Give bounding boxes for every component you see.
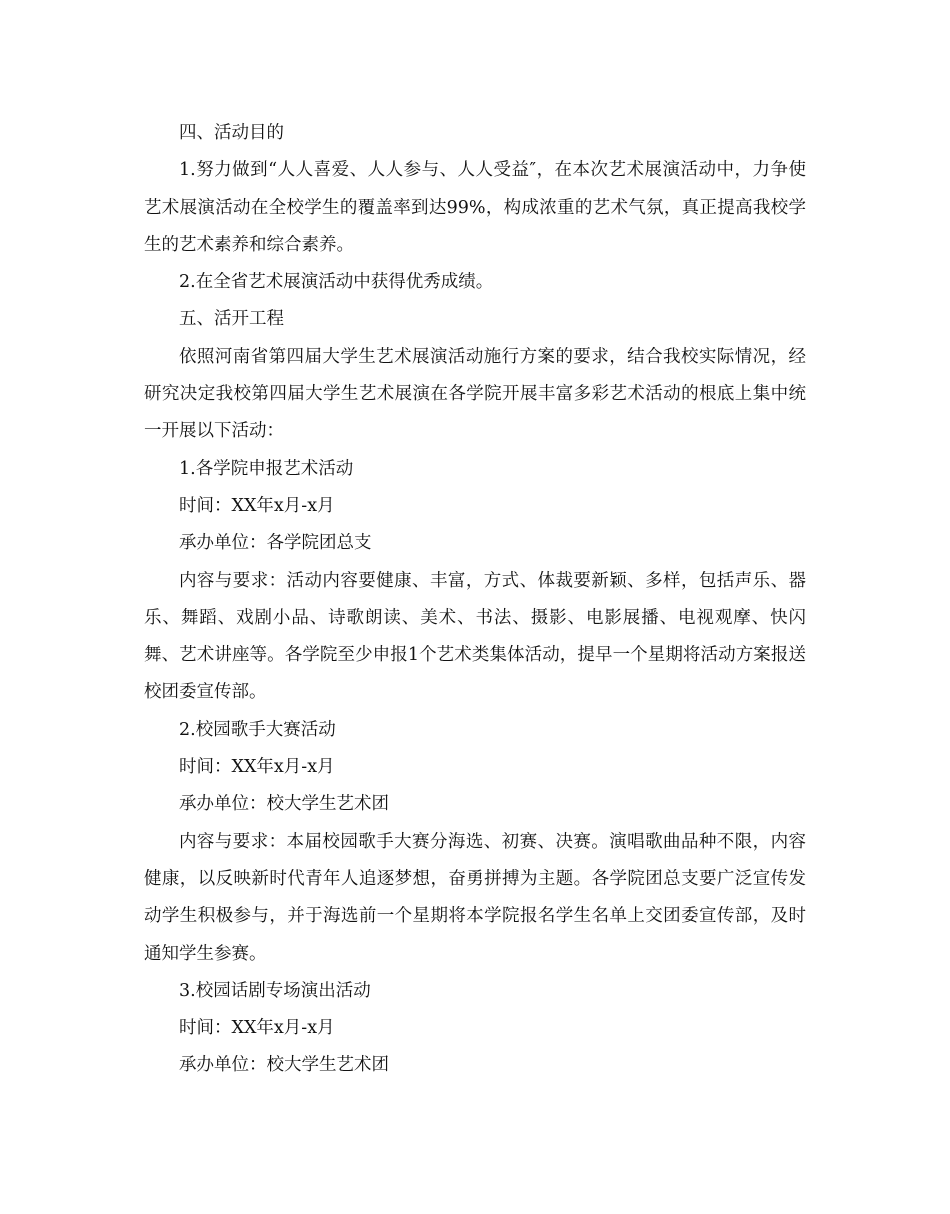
document-body [144,115,806,1085]
activity-1-content: 内容与要求：活动内容要健康、丰富，方式、体裁要新颖、多样，包括声乐、器乐、舞蹈、戏剧小品、诗歌朗读、美术、书法、摄影、电影展播、电视观摩、快闪舞、艺术讲座等。各学院至少申报1个艺术类集体活动，提早一个星期将活动方案报送校团委宣传部。 [144,570,806,703]
activity-1-time: 时间：XX年x月-x月 [179,495,335,516]
section-heading-projects: 五、活开工程 [179,309,284,330]
activity-2-content: 内容与要求：本届校园歌手大赛分海选、初赛、决赛。演唱歌曲品种不限，内容健康，以反映新时代青年人追逐梦想，奋勇拼搏为主题。各学院团总支要广泛宣传发动学生积极参与，并于海选前一个星期将本学院报名学生名单上交团委宣传部，及时通知学生参赛。 [144,831,806,964]
paragraph-projects-intro: 依照河南省第四届大学生艺术展演活动施行方案的要求，结合我校实际情况，经研究决定我校第四届大学生艺术展演在各学院开展丰富多彩艺术活动的根底上集中统一开展以下活动： [144,346,806,442]
paragraph-objective-1: 1.努力做到“人人喜爱、人人参与、人人受益″，在本次艺术展演活动中，力争使艺术展演活动在全校学生的覆盖率到达99%，构成浓重的艺术气氛，真正提高我校学生的艺术素养和综合素养。 [144,160,806,255]
activity-2-time: 时间：XX年x月-x月 [179,757,335,778]
activity-3-title: 3.校园话剧专场演出活动 [179,980,371,1001]
activity-3-time: 时间：XX年x月-x月 [179,1018,335,1039]
paragraph-objective-2: 2.在全省艺术展演活动中获得优秀成绩。 [179,272,494,293]
section-heading-objectives: 四、活动目的 [179,123,284,143]
activity-2-organizer: 承办单位：校大学生艺术团 [179,794,389,815]
activity-1-title: 1.各学院申报艺术活动 [179,458,354,479]
activity-3-organizer: 承办单位：校大学生艺术团 [179,1055,389,1076]
activity-2-title: 2.校园歌手大赛活动 [179,719,336,740]
activity-1-organizer: 承办单位：各学院团总支 [179,533,372,554]
